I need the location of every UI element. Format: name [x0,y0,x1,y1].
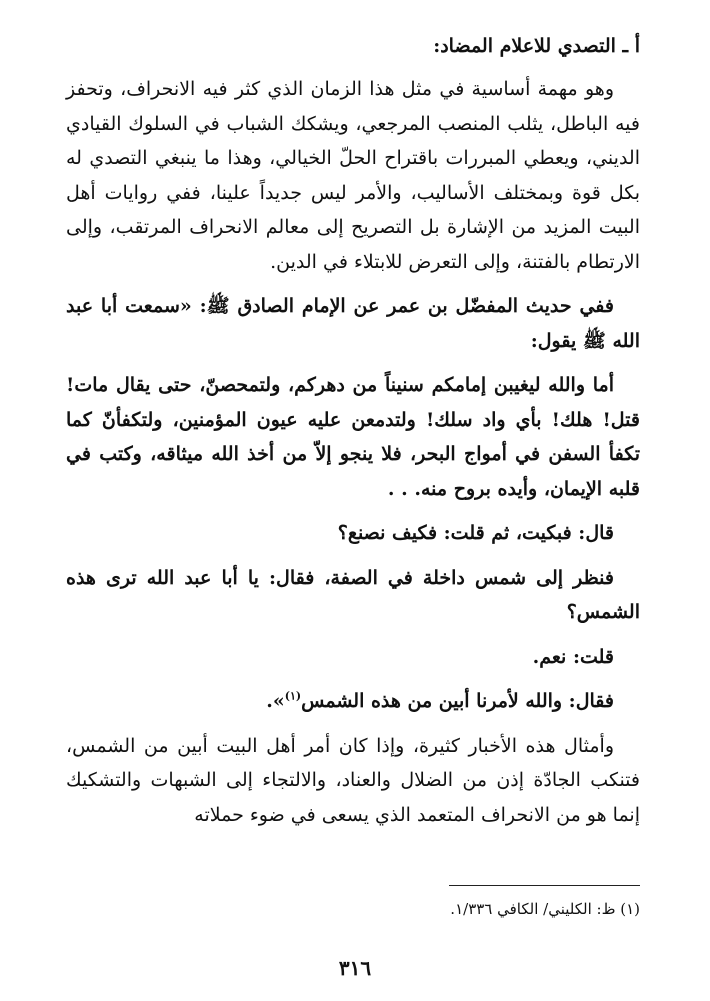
page-body [66,26,640,842]
dialogue-line-1: قال: فبكيت، ثم قلت: فكيف نصنع؟ [337,522,614,544]
page-number: ٣١٦ [338,956,372,980]
footnote-divider [449,885,640,886]
footnote-reference[interactable]: (١) [284,689,302,703]
hadith-text-paragraph: أما والله ليغيبن إمامكم سنيناً من دهركم، ولتمحصنّ، حتى يقال مات! قتل! هلك! بأي واد سلك! ولتدمعن عليه عيون المؤمنين، ولتكفأنّ كما تكفأ السفن في أمواج البحر، فلا ينجو إلاّ من أخذ الله ميثاقه، وكتب في قلبه الإيمان، وأيده بروح منه. . . [66,374,640,500]
dialogue-line-4-text: فقال: والله لأمرنا أبين من هذه الشمس [301,690,614,712]
footnote: (١) ظ: الكليني/ الكافي ١/٣٣٦. [450,900,640,918]
dialogue-line-4-end: ». [266,690,285,712]
section-heading: أ ـ التصدي للاعلام المضاد: [433,35,640,57]
dialogue-line-2: فنظر إلى شمس داخلة في الصفة، فقال: يا أبا عبد الله ترى هذه الشمس؟ [66,566,640,623]
intro-paragraph: وهو مهمة أساسية في مثل هذا الزمان الذي كثر فيه الانحراف، وتحفز فيه الباطل، يثلب المنصب المرجعي، ويشكك الشباب في السلوك القيادي الديني، ويعطي المبررات باقتراح الحلّ الخيالي، وهذا ما ينبغي التصدي له بكل قوة وبمختلف الأساليب، والأمر ليس جديداً علينا، ففي روايات أهل البيت المزيد من الإشارة بل التصريح إلى معالم الانحراف المرتقب، وإلى الارتطام بالفتنة، وإلى التعرض للابتلاء في الدين. [66,78,640,273]
dialogue-line-3: قلت: نعم. [532,645,614,668]
dialogue-line-4 [66,684,640,719]
hadith-intro-paragraph: ففي حديث المفضّل بن عمر عن الإمام الصادق ﷺ: «سمعت أبا عبد الله ﷺ يقول: [66,295,640,352]
conclusion-paragraph: وأمثال هذه الأخبار كثيرة، وإذا كان أمر أهل البيت أبين من الشمس، فتنكب الجادّة إذن من الضلال والعناد، والالتجاء إلى الشبهات والتشكيك إنما هو من الانحراف المتعمد الذي يسعى في ضوء حملاته [66,734,640,826]
